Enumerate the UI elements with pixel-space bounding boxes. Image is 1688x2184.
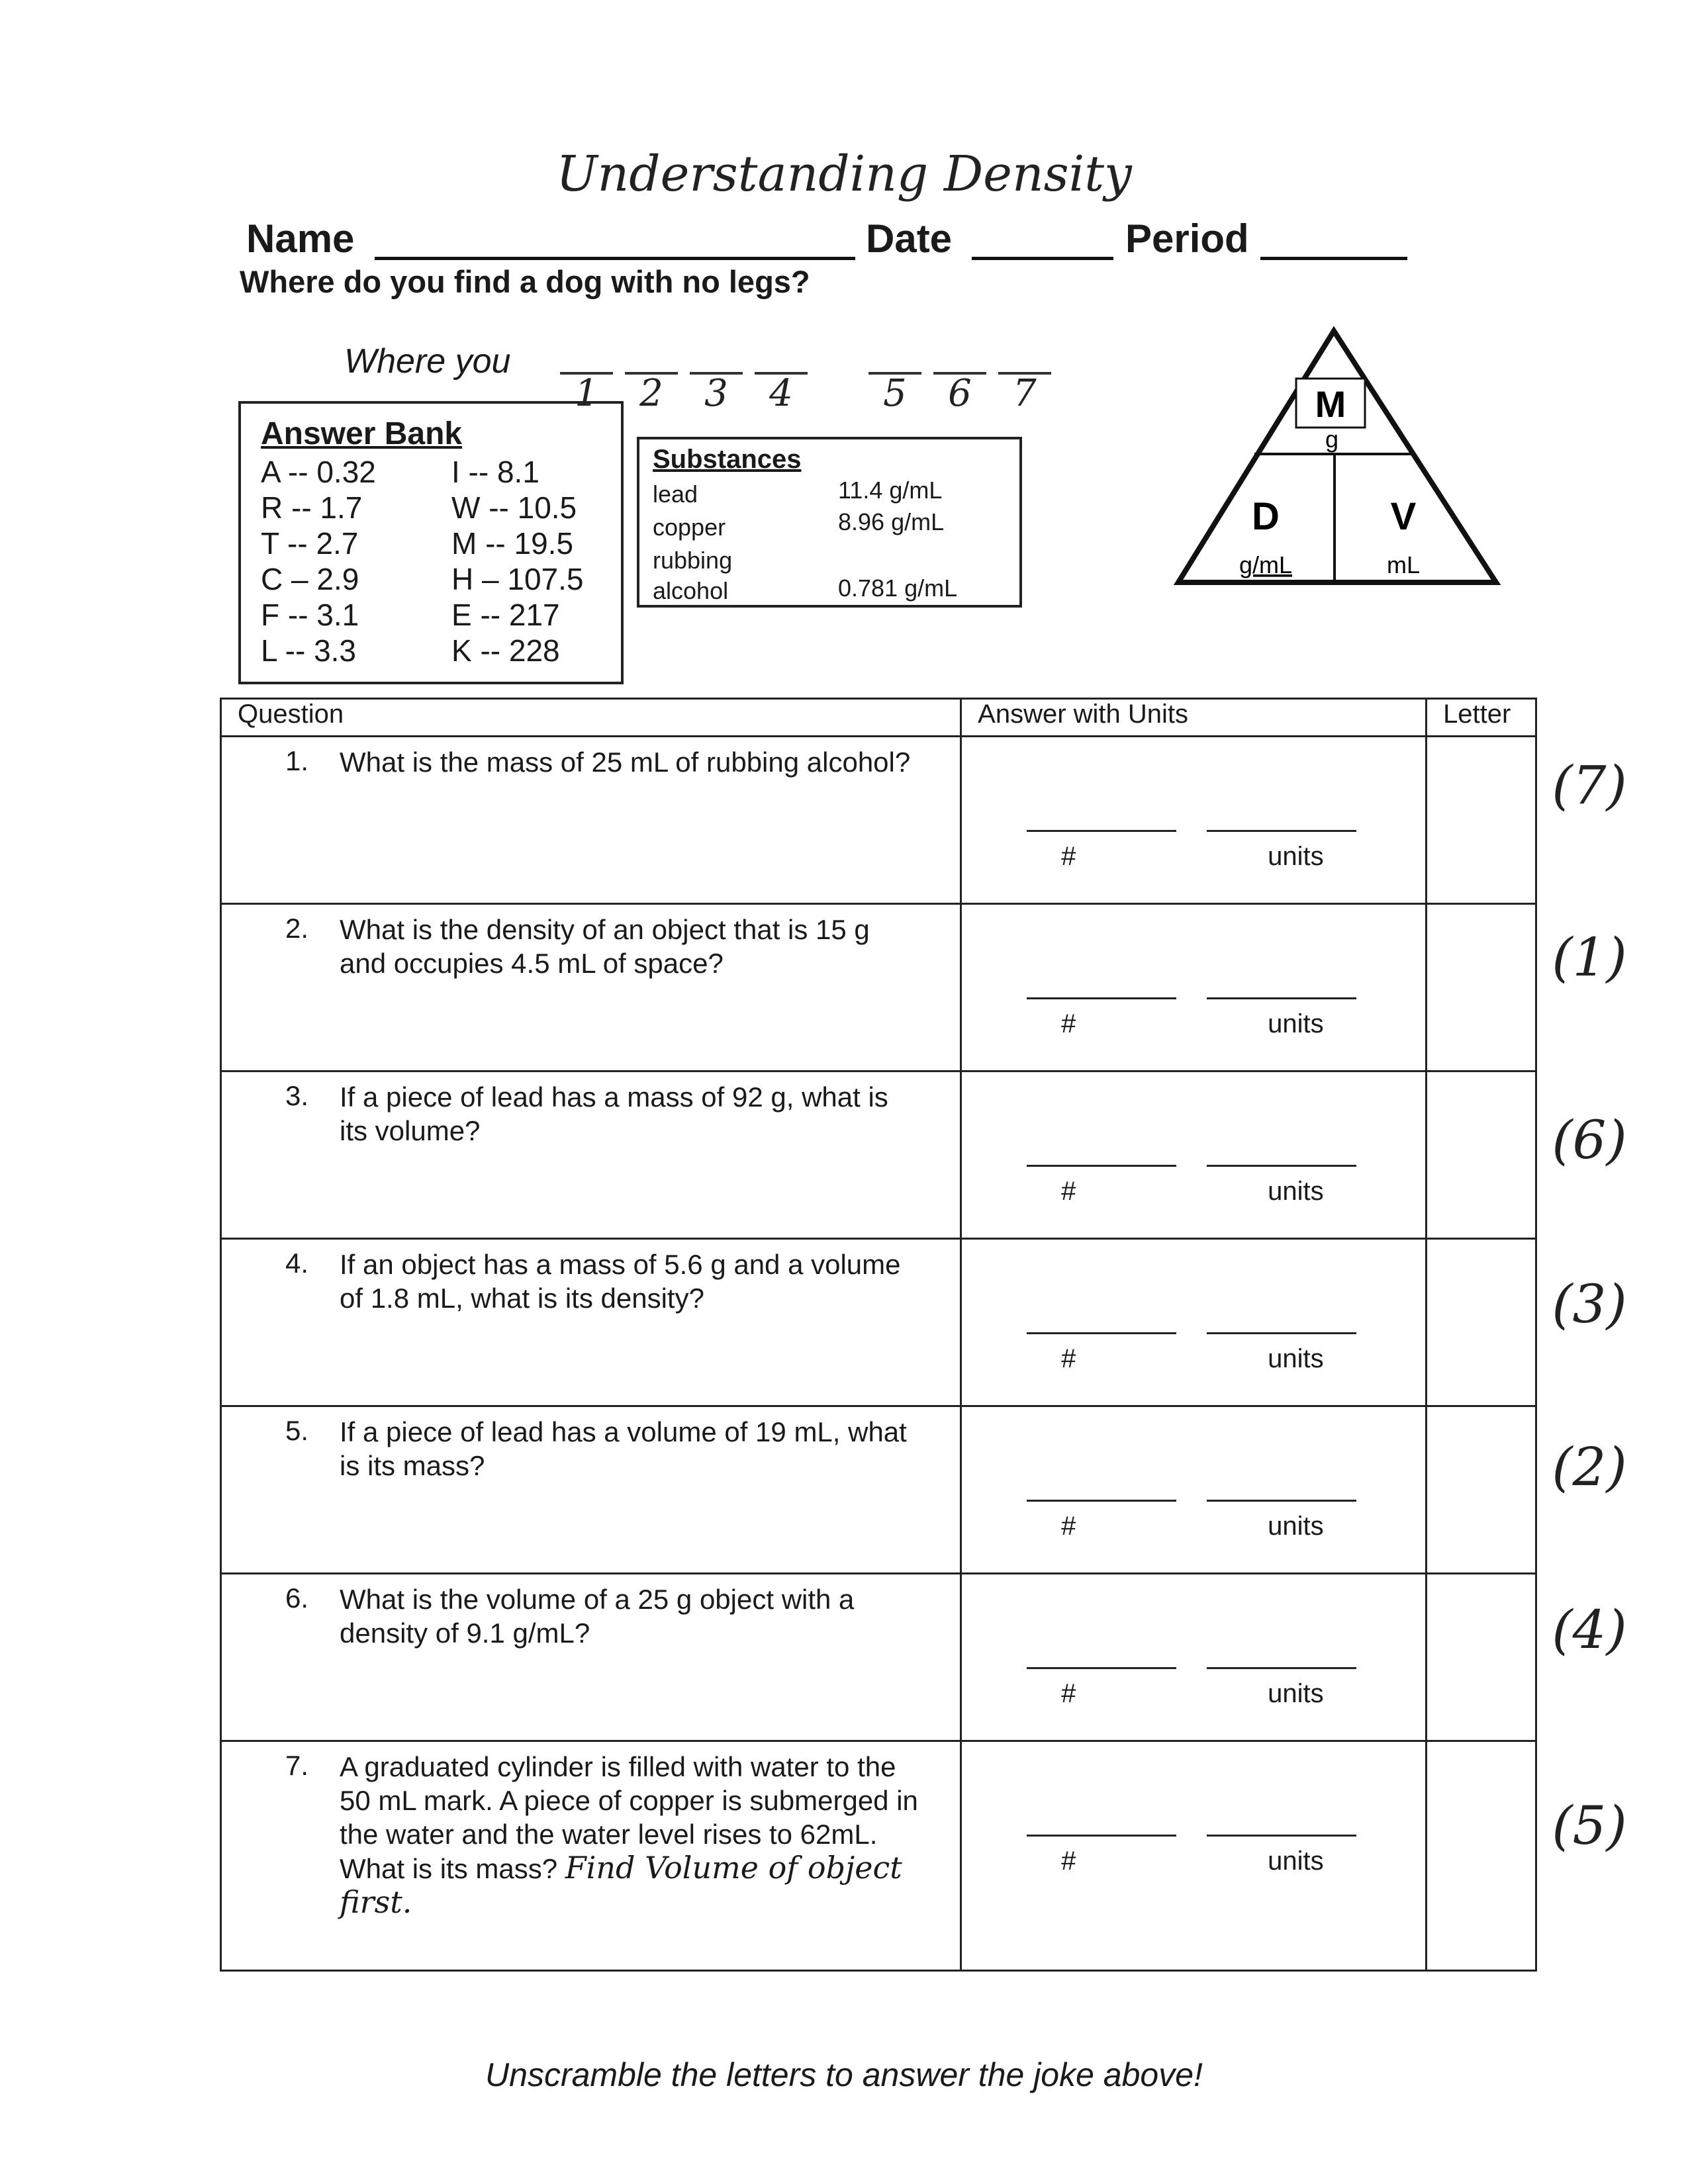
question-text: If a piece of lead has a volume of 19 mL, what is its mass? — [340, 1416, 907, 1481]
blank-3-digit: 3 — [704, 372, 728, 415]
answer-number-field[interactable] — [1027, 1165, 1176, 1167]
bank-item: E -- 217 — [451, 598, 560, 632]
d-unit: g/mL — [1239, 551, 1293, 578]
letter-cell[interactable] — [1427, 904, 1536, 1071]
blank-7-digit: 7 — [1013, 372, 1037, 415]
question-number: 2. — [285, 913, 309, 944]
letter-cell[interactable] — [1427, 1239, 1536, 1406]
m-label: M — [1315, 383, 1346, 425]
substance-density: 0.781 g/mL — [838, 574, 958, 602]
name-field[interactable] — [375, 257, 855, 260]
answer-units-label: units — [1268, 842, 1324, 871]
bank-item: F -- 3.1 — [261, 598, 359, 632]
blank-5-digit: 5 — [883, 372, 907, 415]
answer-number-field[interactable] — [1027, 997, 1176, 999]
letter-cell[interactable] — [1427, 1574, 1536, 1741]
substance-name: lead — [653, 480, 698, 508]
question-text: What is the volume of a 25 g object with a density of 9.1 g/mL? — [340, 1584, 855, 1649]
riddle-answer-blanks — [560, 357, 1090, 415]
bank-item: L -- 3.3 — [261, 633, 357, 668]
substance-density: 8.96 g/mL — [838, 508, 945, 535]
answer-number-label: # — [1061, 842, 1076, 871]
substance-name: rubbing — [653, 547, 733, 574]
handwritten-order-number: (7) — [1552, 754, 1627, 816]
v-label: V — [1390, 495, 1417, 538]
question-cell — [221, 1071, 961, 1239]
footer-instruction: Unscramble the letters to answer the joke above! — [485, 2056, 1203, 2093]
answer-units-field[interactable] — [1207, 1667, 1356, 1669]
answer-number-field[interactable] — [1027, 1332, 1176, 1334]
question-text — [340, 1750, 922, 1920]
substance-density: 11.4 g/mL — [838, 477, 943, 504]
answer-number-label: # — [1061, 1512, 1076, 1541]
answer-number-label: # — [1061, 1846, 1076, 1876]
letter-cell[interactable] — [1427, 737, 1536, 904]
question-cell — [221, 904, 961, 1071]
answer-units-field[interactable] — [1207, 997, 1356, 999]
answer-units-field[interactable] — [1207, 830, 1356, 832]
question-number: 1. — [285, 745, 309, 776]
blank-4-digit: 4 — [769, 372, 793, 415]
handwritten-order-number: (4) — [1552, 1599, 1627, 1661]
letter-cell[interactable] — [1427, 1741, 1536, 1971]
question-number: 3. — [285, 1080, 309, 1111]
question-cell — [221, 1574, 961, 1741]
answer-number-field[interactable] — [1027, 1835, 1176, 1837]
handwritten-order-number: (2) — [1552, 1436, 1627, 1498]
blank-6-digit: 6 — [948, 372, 972, 415]
answer-number-label: # — [1061, 1177, 1076, 1206]
bank-item: M -- 19.5 — [451, 526, 574, 561]
answer-units-field[interactable] — [1207, 1165, 1356, 1167]
answer-units-label: units — [1268, 1344, 1324, 1373]
answer-number-field[interactable] — [1027, 830, 1176, 832]
header-letter: Letter — [1427, 699, 1536, 737]
substance-name: alcohol — [653, 577, 729, 604]
bank-item: I -- 8.1 — [451, 455, 539, 489]
handwritten-order-number: (3) — [1552, 1273, 1627, 1335]
header-answer: Answer with Units — [961, 699, 1427, 737]
questions-table — [220, 698, 1537, 1972]
date-field[interactable] — [972, 257, 1113, 260]
table-row — [221, 1406, 1536, 1574]
answer-units-label: units — [1268, 1512, 1324, 1541]
table-row — [221, 737, 1536, 904]
bank-item: W -- 10.5 — [451, 490, 577, 525]
answer-number-label: # — [1061, 1344, 1076, 1373]
bank-item: T -- 2.7 — [261, 526, 359, 561]
answer-cell — [961, 1741, 1427, 1971]
page-title: Understanding Density — [556, 146, 1132, 203]
question-cell — [221, 1741, 961, 1971]
bank-item: R -- 1.7 — [261, 490, 363, 525]
handwritten-order-number: (6) — [1552, 1109, 1627, 1171]
question-text: If a piece of lead has a mass of 92 g, what is its volume? — [340, 1081, 888, 1146]
density-triangle-diagram — [1158, 318, 1509, 596]
answer-number-field[interactable] — [1027, 1667, 1176, 1669]
handwritten-hint: Find Volume of object first. — [340, 1850, 902, 1920]
question-text: What is the mass of 25 mL of rubbing alcohol? — [340, 747, 911, 778]
date-label: Date — [866, 216, 953, 261]
answer-cell — [961, 1406, 1427, 1574]
answer-cell — [961, 904, 1427, 1071]
answer-bank — [238, 401, 624, 684]
answer-number-field[interactable] — [1027, 1500, 1176, 1502]
handwritten-order-number: (1) — [1552, 927, 1627, 988]
question-number: 7. — [285, 1750, 309, 1781]
blank-1-digit: 1 — [575, 372, 598, 415]
bank-item: H – 107.5 — [451, 562, 584, 596]
answer-units-label: units — [1268, 1009, 1324, 1038]
joke-question: Where do you find a dog with no legs? — [240, 264, 810, 299]
answer-units-label: units — [1268, 1177, 1324, 1206]
table-row — [221, 904, 1536, 1071]
d-label: D — [1252, 495, 1280, 538]
answer-units-field[interactable] — [1207, 1500, 1356, 1502]
question-text: If an object has a mass of 5.6 g and a volume of 1.8 mL, what is its density? — [340, 1249, 901, 1314]
bank-item: K -- 228 — [451, 633, 560, 668]
answer-units-label: units — [1268, 1679, 1324, 1708]
question-text-body: A graduated cylinder is filled with water to the 50 mL mark. A piece of copper is submerged in the water and the water level rises to 62mL. What is its mass? — [340, 1751, 918, 1884]
m-unit: g — [1325, 426, 1339, 453]
name-label: Name — [246, 216, 355, 261]
substance-name: copper — [653, 514, 726, 541]
riddle-prompt: Where you — [344, 342, 511, 381]
answer-units-label: units — [1268, 1846, 1324, 1876]
answer-bank-title: Answer Bank — [261, 416, 463, 451]
answer-number-label: # — [1061, 1679, 1076, 1708]
question-number: 6. — [285, 1582, 309, 1614]
blank-2-digit: 2 — [639, 372, 663, 415]
table-row — [221, 1574, 1536, 1741]
bank-item: C – 2.9 — [261, 562, 359, 596]
table-row — [221, 1239, 1536, 1406]
question-cell — [221, 1239, 961, 1406]
period-label: Period — [1125, 216, 1249, 261]
question-number: 4. — [285, 1248, 309, 1279]
answer-cell — [961, 1574, 1427, 1741]
question-cell — [221, 737, 961, 904]
answer-units-field[interactable] — [1207, 1835, 1356, 1837]
question-number: 5. — [285, 1415, 309, 1446]
answer-units-field[interactable] — [1207, 1332, 1356, 1334]
question-text: What is the density of an object that is 15 g and occupies 4.5 mL of space? — [340, 914, 870, 979]
letter-cell[interactable] — [1427, 1406, 1536, 1574]
table-row — [221, 1741, 1536, 1971]
substances-box — [637, 437, 1022, 608]
table-header-row — [221, 699, 1536, 737]
header-question: Question — [221, 699, 961, 737]
answer-cell — [961, 737, 1427, 904]
answer-cell — [961, 1071, 1427, 1239]
handwritten-order-number: (5) — [1552, 1795, 1627, 1856]
letter-cell[interactable] — [1427, 1071, 1536, 1239]
question-cell — [221, 1406, 961, 1574]
answer-cell — [961, 1239, 1427, 1406]
table-row — [221, 1071, 1536, 1239]
v-unit: mL — [1386, 551, 1421, 578]
substances-title: Substances — [653, 445, 802, 474]
period-field[interactable] — [1260, 257, 1407, 260]
answer-number-label: # — [1061, 1009, 1076, 1038]
triangle-outline — [1178, 331, 1496, 582]
bank-item: A -- 0.32 — [261, 455, 376, 489]
